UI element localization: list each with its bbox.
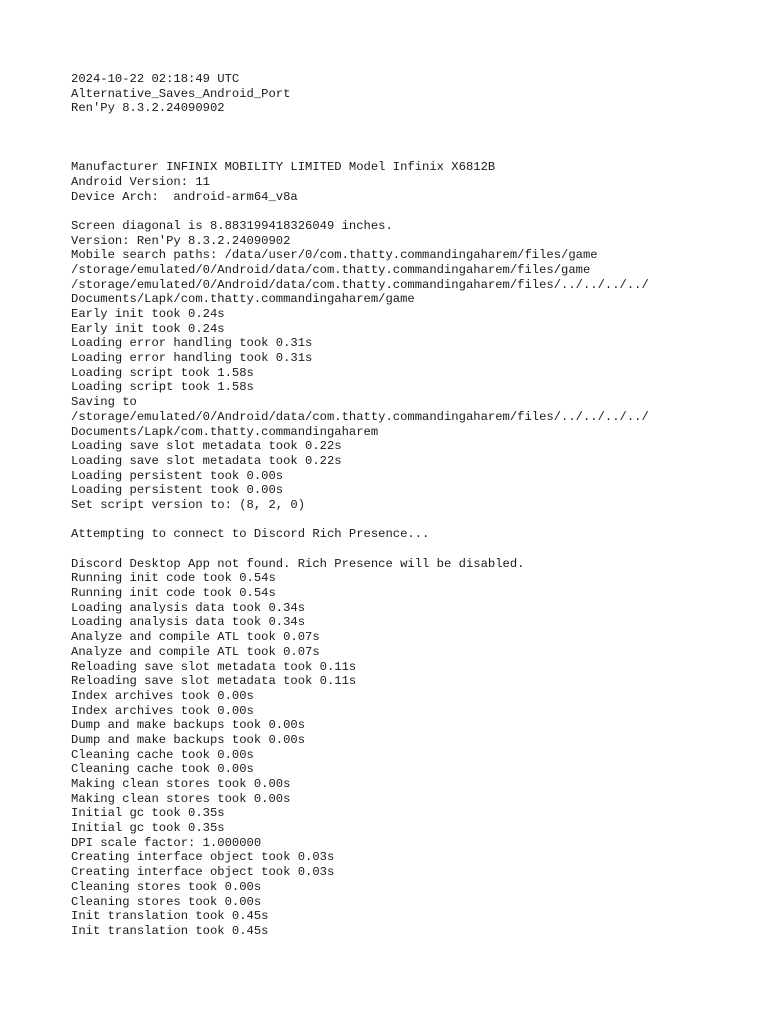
log-line: Attempting to connect to Discord Rich Presence... [71, 527, 430, 542]
log-line: Loading script took 1.58s [71, 380, 254, 395]
log-line: /storage/emulated/0/Android/data/com.thatty.commandingaharem/files/../../../../ [71, 277, 649, 292]
log-line: Init translation took 0.45s [71, 909, 269, 924]
log-line: /storage/emulated/0/Android/data/com.thatty.commandingaharem/files/../../../../ [71, 409, 649, 424]
blank-line [71, 513, 748, 528]
blank-line [71, 131, 748, 146]
log-line: Reloading save slot metadata took 0.11s [71, 674, 357, 689]
log-timestamp: 2024-10-22 02:18:49 UTC [71, 72, 240, 86]
log-line: Screen diagonal is 8.883199418326049 inches. [71, 218, 393, 233]
log-line: Making clean stores took 0.00s [71, 791, 291, 806]
log-line: Mobile search paths: /data/user/0/com.thatty.commandingaharem/files/game [71, 248, 598, 263]
log-line: Loading script took 1.58s [71, 365, 254, 380]
log-line: Discord Desktop App not found. Rich Presence will be disabled. [71, 556, 525, 571]
blank-line [71, 204, 748, 219]
log-line: Index archives took 0.00s [71, 703, 254, 718]
log-line: Loading error handling took 0.31s [71, 351, 313, 366]
log-line: Device Arch: android-arm64_v8a [71, 189, 298, 204]
log-line: Analyze and compile ATL took 0.07s [71, 630, 320, 645]
log-line: Early init took 0.24s [71, 307, 225, 321]
log-line: Early init took 0.24s [71, 321, 225, 336]
log-line: Loading analysis data took 0.34s [71, 615, 306, 630]
log-line: Creating interface object took 0.03s [71, 850, 335, 865]
log-line: Loading persistent took 0.00s [71, 468, 284, 483]
log-app-name: Alternative_Saves_Android_Port [71, 86, 291, 101]
log-line: Manufacturer INFINIX MOBILITY LIMITED Model Infinix X6812B [71, 160, 496, 175]
log-line: Init translation took 0.45s [71, 923, 269, 938]
log-line: Dump and make backups took 0.00s [71, 732, 306, 747]
log-line: Version: Ren'Py 8.3.2.24090902 [71, 233, 291, 248]
log-line: Index archives took 0.00s [71, 688, 254, 703]
log-line: Cleaning stores took 0.00s [71, 879, 262, 894]
log-line: /storage/emulated/0/Android/data/com.thatty.commandingaharem/files/game [71, 262, 591, 277]
log-line: Running init code took 0.54s [71, 571, 276, 586]
log-line: Initial gc took 0.35s [71, 821, 225, 836]
log-line: Analyze and compile ATL took 0.07s [71, 644, 320, 659]
log-line: Reloading save slot metadata took 0.11s [71, 659, 357, 674]
log-line: Documents/Lapk/com.thatty.commandingaharem [71, 424, 379, 439]
log-line: Loading error handling took 0.31s [71, 336, 313, 351]
log-line: Initial gc took 0.35s [71, 806, 225, 821]
log-line: Creating interface object took 0.03s [71, 865, 335, 880]
log-line: Android Version: 11 [71, 174, 210, 189]
log-line: Dump and make backups took 0.00s [71, 718, 306, 733]
log-line: Loading persistent took 0.00s [71, 483, 284, 498]
blank-line [71, 542, 748, 557]
blank-line [71, 145, 748, 160]
log-line: Loading save slot metadata took 0.22s [71, 439, 342, 454]
log-line: DPI scale factor: 1.000000 [71, 835, 262, 850]
log-engine-version: Ren'Py 8.3.2.24090902 [71, 101, 225, 116]
log-line: Saving to [71, 395, 137, 410]
log-line: Set script version to: (8, 2, 0) [71, 497, 306, 512]
log-line: Cleaning stores took 0.00s [71, 894, 262, 909]
log-body [71, 160, 748, 938]
log-line: Running init code took 0.54s [71, 586, 276, 601]
log-line: Cleaning cache took 0.00s [71, 747, 254, 762]
log-line: Loading analysis data took 0.34s [71, 600, 306, 615]
log-line: Loading save slot metadata took 0.22s [71, 453, 342, 468]
log-line: Documents/Lapk/com.thatty.commandingaharem/game [71, 292, 415, 307]
log-document [71, 72, 748, 939]
log-line: Making clean stores took 0.00s [71, 777, 291, 791]
log-line: Cleaning cache took 0.00s [71, 762, 254, 777]
blank-line [71, 116, 748, 131]
